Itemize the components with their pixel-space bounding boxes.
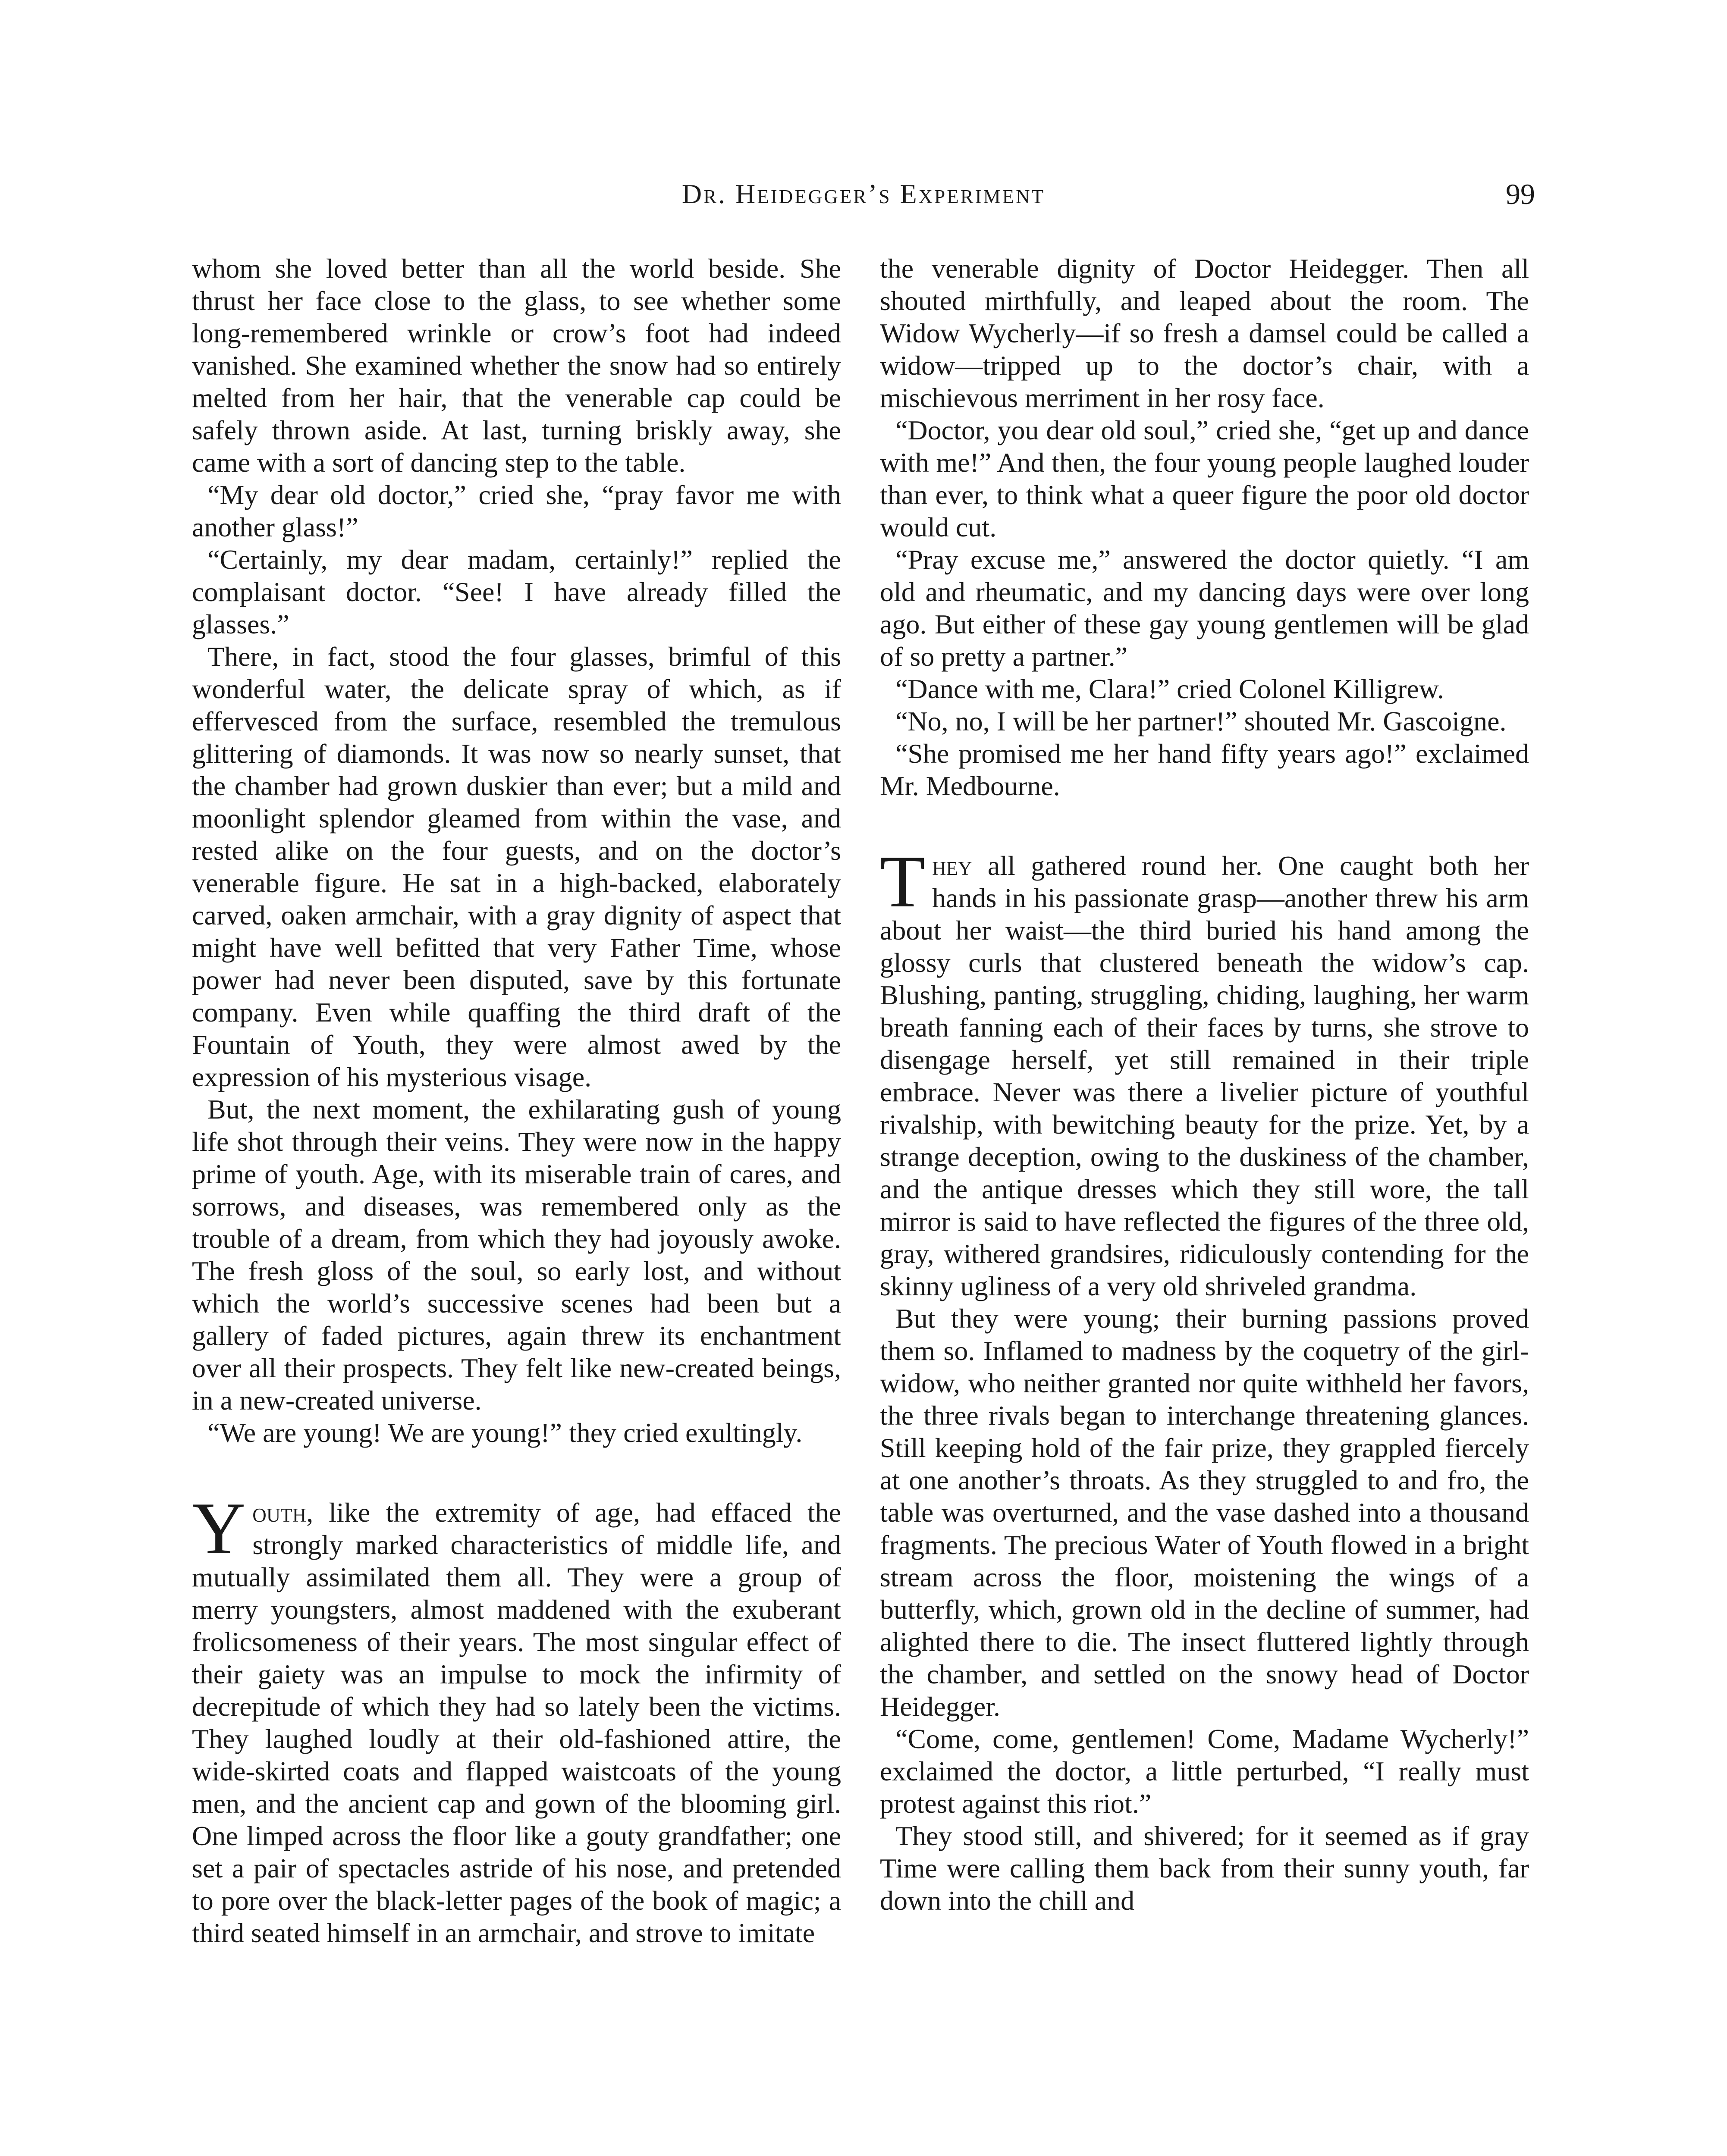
drop-cap: Y [192,1488,246,1570]
paragraph: “No, no, I will be her partner!” shouted Mr. Gascoigne. [895,706,1507,736]
paragraph: “Come, come, gentlemen! Come, Madame Wycherly!” exclaimed the doctor, a little perturbed, “I really must protest against this riot.” [880,1724,1529,1819]
right-column [880,252,1529,1917]
lead-in-word: outh [252,1497,307,1528]
section-text: all gathered round her. One caught both her hands in his passionate grasp—another threw his arm about her waist—the third buried his hand among the glossy curls that clustered beneath the widow’s cap. Blushing, panting, struggling, chiding, laughing, her warm breath fanning each of their faces by turns, she strove to disengage herself, yet still remained in their triple embrace. Never was there a livelier picture of youthful rivalship, with bewitching beauty for the prize. Yet, by a strange deception, owing to the duskiness of the chamber, and the antique dresses which they still wore, the tall mirror is said to have reflected the figures of the three old, gray, withered grandsires, ridiculously contending for the skinny ugliness of a very old shriveled grandma. [880,850,1529,1301]
page-number: 99 [1506,178,1535,210]
section-text: , like the extremity of age, had effaced the strongly marked characteristics of middle life, and mutually assimilated them all. They were a group of merry youngsters, almost maddened with the exuberant frolicsomeness of their years. The most singular effect of their gaiety was an impulse to mock the infirmity of decrepitude of which they had so lately been the victims. They laughed loudly at their old-fashioned attire, the wide-skirted coats and flapped waistcoats of the young men, and the ancient cap and gown of the blooming girl. One limped across the floor like a gouty grandfather; one set a pair of spectacles astride of his nose, and pretended to pore over the black-letter pages of the book of magic; a third seated himself in an armchair, and strove to imitate [192,1497,841,1948]
section-start-paragraph [192,1488,841,1949]
paragraph: “Certainly, my dear madam, certainly!” replied the complaisant doctor. “See! I have already filled the glasses.” [192,544,841,639]
paragraph: There, in fact, stood the four glasses, brimful of this wonderful water, the delicate spray of which, as if effervesced from the surface, resembled the tremulous glittering of diamonds. It was now so nearly sunset, that the chamber had grown duskier than ever; but a mild and moonlight splendor gleamed from within the vase, and rested alike on the four guests, and on the doctor’s venerable figure. He sat in a high-backed, elaborately carved, oaken armchair, with a gray dignity of aspect that might have well befitted that very Father Time, whose power had never been disputed, save by this fortunate company. Even while quaffing the third draft of the Fountain of Youth, they were almost awed by the expression of his mysterious visage. [192,641,841,1092]
paragraph: the venerable dignity of Doctor Heidegger. Then all shouted mirthfully, and leaped about the room. The Widow Wycherly—if so fresh a damsel could be called a widow—tripped up to the doctor’s chair, with a mischievous merriment in her rosy face. [880,253,1529,413]
paragraph: “Pray excuse me,” answered the doctor quietly. “I am old and rheumatic, and my dancing days were over long ago. But either of these gay young gentlemen will be glad of so pretty a partner.” [880,544,1529,672]
paragraph: “My dear old doctor,” cried she, “pray favor me with another glass!” [192,479,841,542]
paragraph: “Doctor, you dear old soul,” cried she, “get up and dance with me!” And then, the four young people laughed louder than ever, to think what a queer figure the poor old doctor would cut. [880,415,1529,542]
left-column [192,252,841,1949]
page-header [192,172,1535,216]
paragraph: But, the next moment, the exhilarating gush of young life shot through their veins. They were now in the happy prime of youth. Age, with its miserable train of cares, and sorrows, and diseases, was remembered only as the trouble of a dream, from which they had joyously awoke. The fresh gloss of the soul, so early lost, and without which the world’s successive scenes had been but a gallery of faded pictures, again threw its enchantment over all their prospects. They felt like new-created beings, in a new-created universe. [192,1094,841,1416]
paragraph: “She promised me her hand fifty years ago!” exclaimed Mr. Medbourne. [880,738,1529,801]
running-title: Dr. Heidegger’s Experiment [681,179,1046,209]
paragraph: “Dance with me, Clara!” cried Colonel Killigrew. [895,674,1444,704]
drop-cap: T [880,841,926,923]
paragraph: But they were young; their burning passions proved them so. Inflamed to madness by the coquetry of the girl-widow, who neither granted nor quite withheld her favors, the three rivals began to interchange threatening glances. Still keeping hold of the fair prize, they grappled fiercely at one another’s throats. As they struggled to and fro, the table was overturned, and the vase dashed into a thousand fragments. The precious Water of Youth flowed in a bright stream across the floor, moistening the wings of a butterfly, which, grown old in the decline of summer, had alighted there to die. The insect fluttered lightly through the chamber, and settled on the snowy head of Doctor Heidegger. [880,1303,1529,1722]
lead-in-word: hey [932,850,972,881]
section-start-paragraph [880,841,1529,1302]
paragraph: “We are young! We are young!” they cried exultingly. [207,1417,803,1448]
paragraph: They stood still, and shivered; for it seemed as if gray Time were calling them back from their sunny youth, far down into the chill and [880,1821,1529,1916]
paragraph: whom she loved better than all the world beside. She thrust her face close to the glass, to see whether some long-remembered wrinkle or crow’s foot had indeed vanished. She examined whether the snow had so entirely melted from her hair, that the venerable cap could be safely thrown aside. At last, turning briskly away, she came with a sort of dancing step to the table. [192,253,841,478]
